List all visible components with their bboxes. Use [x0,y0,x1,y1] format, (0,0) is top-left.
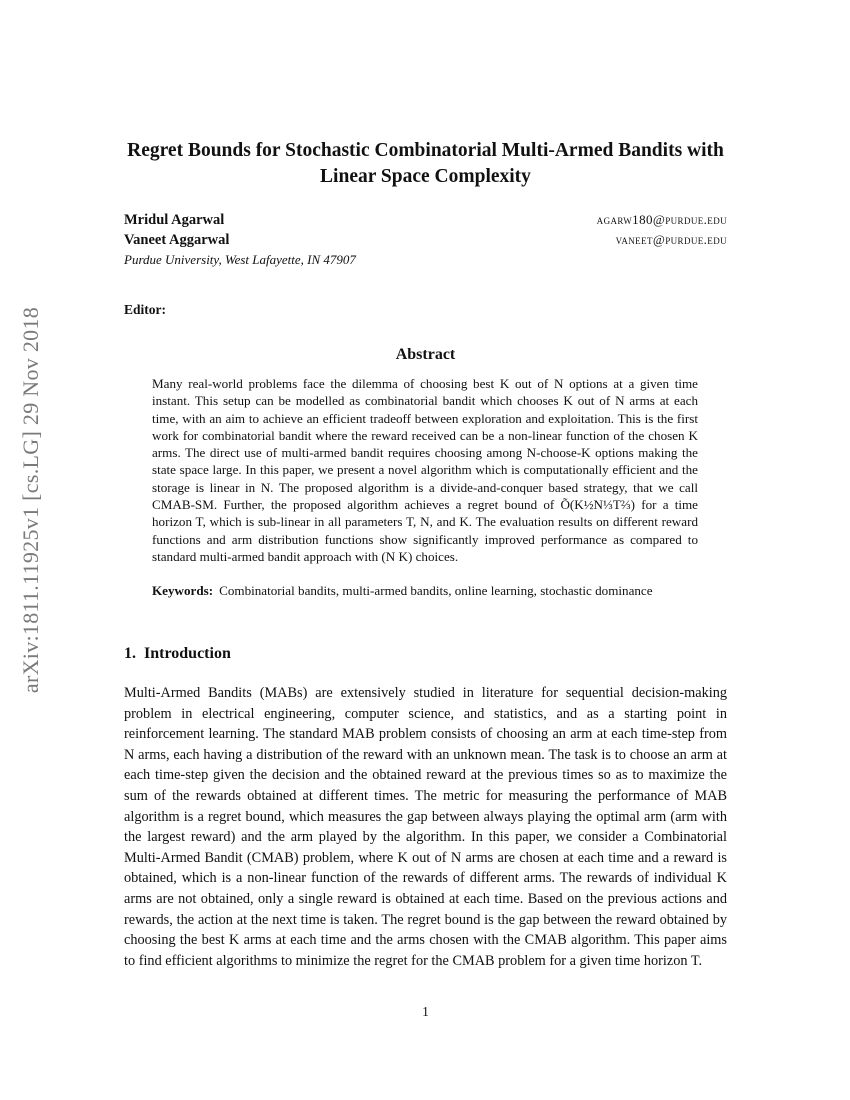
author-name: Mridul Agarwal [124,212,225,228]
author-email: vaneet@purdue.edu [615,232,727,247]
section-title: Introduction [144,645,231,662]
paper-title: Regret Bounds for Stochastic Combinatorial Multi-Armed Bandits with Linear Space Complexity [127,140,724,187]
abstract-text: Many real-world problems face the dilemma of choosing best K out of N options at a given time instant. This setup can be modelled as combinatorial bandit which chooses K out of N arms at each time, with an aim to achieve an efficient tradeoff between exploration and exploitation. This is the first work for combinatorial bandit where the reward received can be a non-linear function of the chosen K arms. The direct use of multi-armed bandit requires choosing among N-choose-K options making the state space large. In this paper, we present a novel algorithm which is computationally efficient and the storage is linear in N. The proposed algorithm is a divide-and-conquer based strategy, that we call CMAB-SM. Further, the proposed algorithm achieves a regret bound of Õ(K½N⅓T⅔) for a time horizon T, which is sub-linear in all parameters T, N, and K. The evaluation results on different reward functions and arm distribution functions show significantly improved performance as compared to standard multi-armed bandit approach with (N K) choices. [152,376,698,564]
keywords-label: Keywords: [152,583,214,598]
section-heading [124,645,231,663]
author-row [124,212,727,232]
author-block [124,212,727,268]
author-email: agarw180@purdue.edu [596,212,727,227]
page-number: 1 [422,1004,429,1019]
author-name: Vaneet Aggarwal [124,232,230,248]
section-number: 1. [124,645,136,662]
author-row [124,232,727,252]
author-affiliation: Purdue University, West Lafayette, IN 47907 [124,252,356,267]
editor-label: Editor: [124,302,166,317]
keywords [152,582,698,599]
introduction-text: Multi-Armed Bandits (MABs) are extensively studied in literature for sequential decision-making problem in electrical engineering, computer science, and statistics, and as a starting point in reinforcement learning. The standard MAB problem consists of choosing an arm at each time-step from N arms, each having a distribution of the reward with an unknown mean. The task is to choose an arm at each time-step given the decision and the obtained reward at the previous times so as to maximize the sum of the rewards obtained at different times. The metric for measuring the performance of MAB algorithm is a regret bound, which measures the gap between always playing the optimal arm (arm with the largest reward) and the arm played by the algorithm. In this paper, we consider a Combinatorial Multi-Armed Bandit (CMAB) problem, where K out of N arms are chosen at each time and a reward is obtained, which is a non-linear function of the rewards of different arms. The rewards of individual K arms are not obtained, only a single reward is obtained at each time. Based on the previous actions and rewards, the action at the next time is taken. The regret bound is the gap between the reward obtained by choosing the best K arms at each time and the arms chosen with the CMAB algorithm. This paper aims to find efficient algorithms to minimize the regret for the CMAB problem for a given time horizon T. [124,685,727,969]
arxiv-identifier: arXiv:1811.11925v1 [cs.LG] 29 Nov 2018 [18,306,43,694]
abstract-heading: Abstract [395,346,456,363]
arxiv-stamp [0,0,60,1100]
keywords-list: Combinatorial bandits, multi-armed bandits, online learning, stochastic dominance [219,583,653,598]
